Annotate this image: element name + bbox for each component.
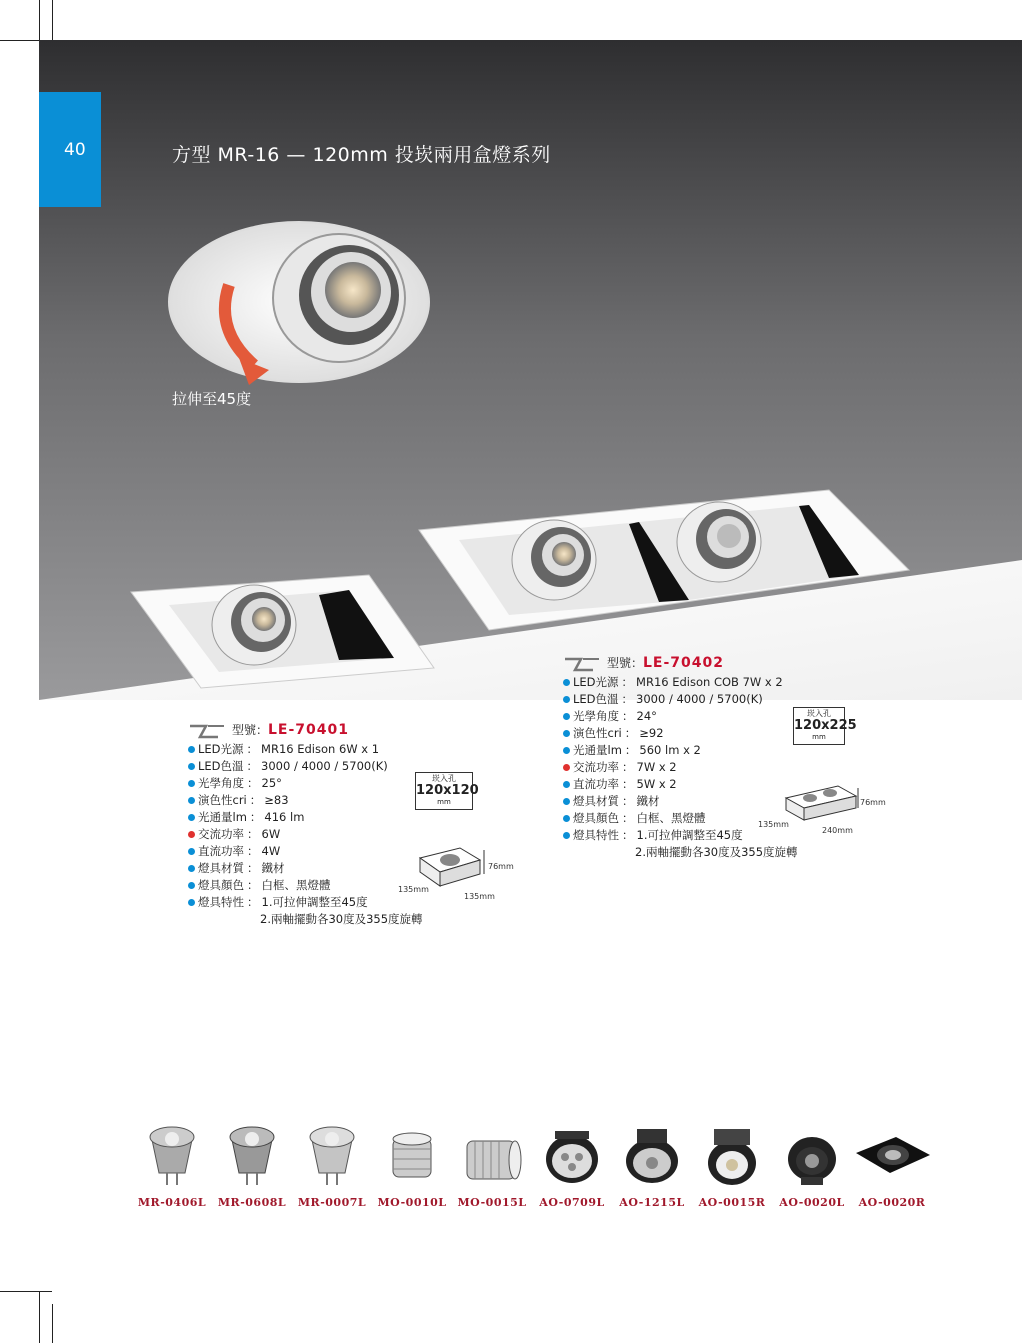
- model-row: [188, 722, 423, 739]
- accessory-code: AO-1215L: [619, 1196, 685, 1209]
- bullet-icon: [563, 713, 570, 720]
- spec-block-le-70401: [188, 722, 423, 928]
- accessory-item: [372, 1125, 452, 1209]
- accessory-code: MR-0608L: [217, 1196, 287, 1209]
- crop-mark: [0, 1291, 52, 1292]
- brand-logo-icon: [563, 656, 601, 672]
- bullet-icon: [188, 814, 195, 821]
- bullet-icon: [563, 815, 570, 822]
- accessory-code: AO-0020L: [779, 1196, 845, 1209]
- spec-row: 燈具顏色 ： 白框、黑燈體: [563, 810, 798, 827]
- mr16-bulb-icon: [297, 1125, 367, 1189]
- spec-row: 光通量lm ： 560 lm x 2: [563, 742, 798, 759]
- crop-mark: [39, 1291, 40, 1343]
- accessory-item: [132, 1125, 212, 1209]
- accessory-item: [292, 1125, 372, 1209]
- bullet-icon: [563, 832, 570, 839]
- dim-depth: 135mm: [398, 885, 429, 894]
- dim-depth: 135mm: [758, 820, 789, 829]
- accessory-item: [772, 1125, 852, 1209]
- accessory-item: [852, 1125, 932, 1209]
- model-prefix: 型號：: [232, 723, 269, 737]
- accessory-item: [692, 1125, 772, 1209]
- bullet-icon: [563, 747, 570, 754]
- ar-light-icon: [697, 1125, 767, 1189]
- hero-banner: [39, 40, 1022, 700]
- accessory-item: [212, 1125, 292, 1209]
- bullet-icon: [188, 797, 195, 804]
- page-number: 40: [64, 140, 86, 160]
- bullet-icon: [188, 763, 195, 770]
- spec-row: 光通量lm ： 416 lm: [188, 809, 423, 826]
- spec-row: LED色溫 ： 3000 / 4000 / 5700(K): [563, 691, 798, 708]
- accessory-code: MO-0015L: [457, 1196, 527, 1209]
- accessory-item: [452, 1125, 532, 1209]
- ar-light-icon: [617, 1125, 687, 1189]
- accessory-code: MR-0406L: [137, 1196, 207, 1209]
- spec-row: 燈具材質 ： 鐵材: [188, 860, 423, 877]
- bullet-icon: [188, 831, 195, 838]
- module-icon: [377, 1125, 447, 1189]
- spec-row: 燈具特性 ： 1.可拉伸調整至45度: [563, 827, 798, 844]
- spec-row: LED光源 ： MR16 Edison COB 7W x 2: [563, 674, 798, 691]
- spec-row: 演色性cri ： ≥92: [563, 725, 798, 742]
- dim-height: 76mm: [488, 862, 514, 871]
- bullet-icon: [563, 781, 570, 788]
- dim-width: 240mm: [822, 826, 853, 835]
- spec-row: 光學角度 ： 24°: [563, 708, 798, 725]
- model-code: LE-70401: [268, 722, 350, 738]
- dim-height: 76mm: [860, 798, 886, 807]
- bullet-icon: [188, 899, 195, 906]
- crop-mark: [52, 1304, 53, 1343]
- page-title: 方型 MR-16 — 120mm 投崁兩用盒燈系列: [172, 144, 551, 166]
- accessory-code: MO-0010L: [377, 1196, 447, 1209]
- spec-row: 燈具特性 ： 1.可拉伸調整至45度: [188, 894, 423, 911]
- dimension-drawing-le-70402: [782, 778, 862, 830]
- accessory-code: AO-0015R: [698, 1196, 766, 1209]
- spec-row: 交流功率 ： 6W: [188, 826, 423, 843]
- brand-logo-icon: [188, 723, 226, 739]
- cutout-badge-le-70401: 崁入孔 120x120 mm: [415, 772, 473, 810]
- bullet-icon: [188, 865, 195, 872]
- spec-extra-line: 2.兩軸擺動各30度及355度旋轉: [635, 845, 798, 859]
- ar-light-icon: [537, 1125, 607, 1189]
- bullet-icon: [188, 882, 195, 889]
- spec-row: LED光源 ： MR16 Edison 6W x 1: [188, 741, 423, 758]
- accessory-code: AO-0709L: [539, 1196, 605, 1209]
- mr16-bulb-icon: [137, 1125, 207, 1189]
- model-code: LE-70402: [643, 655, 725, 671]
- spec-extra-line: 2.兩軸擺動各30度及355度旋轉: [260, 912, 423, 926]
- accessory-code: AO-0020R: [858, 1196, 926, 1209]
- spec-row: 交流功率 ： 7W x 2: [563, 759, 798, 776]
- spec-row: LED色溫 ： 3000 / 4000 / 5700(K): [188, 758, 423, 775]
- spec-row: 燈具材質 ： 鐵材: [563, 793, 798, 810]
- accessory-item: [612, 1125, 692, 1209]
- bullet-icon: [563, 764, 570, 771]
- module-icon: [457, 1125, 527, 1189]
- spec-block-le-70402: [563, 655, 798, 861]
- spec-row: 演色性cri ： ≥83: [188, 792, 423, 809]
- bullet-icon: [563, 730, 570, 737]
- dim-width: 135mm: [464, 892, 495, 901]
- spec-row: 直流功率 ： 4W: [188, 843, 423, 860]
- bullet-icon: [188, 746, 195, 753]
- bullet-icon: [188, 848, 195, 855]
- spec-row: 直流功率 ： 5W x 2: [563, 776, 798, 793]
- bullet-icon: [563, 696, 570, 703]
- square-light-icon: [852, 1125, 932, 1189]
- ar-light-icon: [777, 1125, 847, 1189]
- model-prefix: 型號：: [607, 656, 644, 670]
- accessory-item: [532, 1125, 612, 1209]
- mr16-bulb-icon: [217, 1125, 287, 1189]
- accessory-row: [132, 1125, 932, 1215]
- bullet-icon: [188, 780, 195, 787]
- cutout-badge-le-70402: 崁入孔 120x225 mm: [793, 707, 845, 745]
- accessory-code: MR-0007L: [297, 1196, 367, 1209]
- model-row: [563, 655, 798, 672]
- bullet-icon: [563, 798, 570, 805]
- bullet-icon: [563, 679, 570, 686]
- spec-row: 光學角度 ： 25°: [188, 775, 423, 792]
- spec-row: 燈具顏色 ： 白框、黑燈體: [188, 877, 423, 894]
- zoom-caption: 拉伸至45度: [172, 390, 252, 408]
